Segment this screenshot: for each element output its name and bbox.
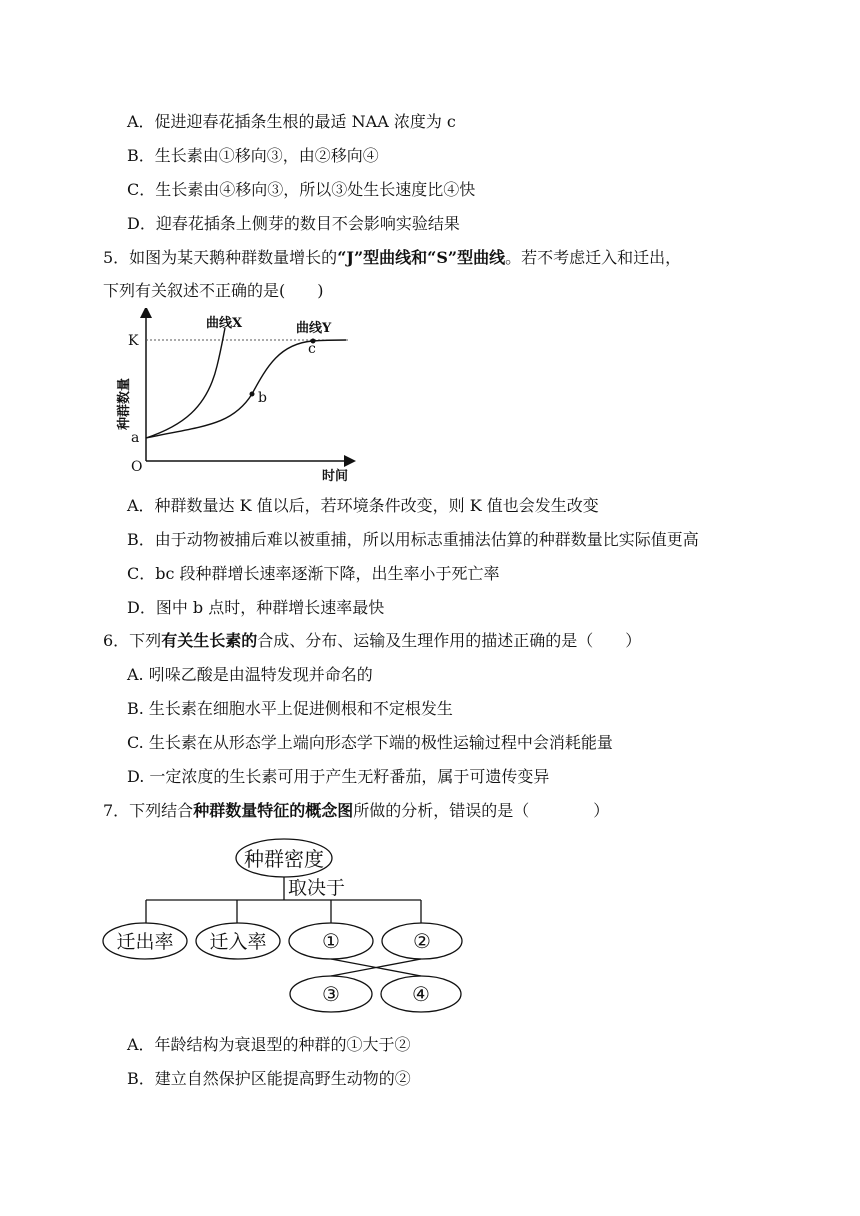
q6-stem — [103, 631, 641, 651]
curve-x-label: 曲线X — [206, 316, 243, 331]
q6-stem-part1: 6．下列 — [103, 631, 162, 650]
q7-option-a: A．年龄结构为衰退型的种群的①大于② — [127, 1035, 411, 1054]
a-label: a — [131, 430, 140, 446]
q6-option-c: C. 生长素在从形态学上端向形态学下端的极性运输过程中会消耗能量 — [127, 733, 613, 752]
q5-stem — [103, 248, 681, 268]
q7-concept-diagram — [98, 836, 468, 1018]
q5-option-a: A．种群数量达 K 值以后，若环境条件改变，则 K 值也会发生改变 — [127, 496, 599, 515]
q5-option-d: D．图中 b 点时，种群增长速率最快 — [127, 598, 385, 617]
node-1-label: ① — [322, 929, 340, 953]
node-3-label: ③ — [322, 982, 340, 1006]
q4-option-c: C．生长素由④移向③，所以③处生长速度比④快 — [127, 180, 476, 199]
q6-option-a: A. 吲哚乙酸是由温特发现并命名的 — [127, 665, 373, 684]
node-2-label: ② — [413, 929, 431, 953]
q5-option-c: C．bc 段种群增长速率逐渐下降，出生率小于死亡率 — [127, 564, 500, 583]
q4-option-a: A．促进迎春花插条生根的最适 NAA 浓度为 c — [127, 112, 456, 131]
curve-x — [146, 328, 225, 438]
q5-stem-part2: 。若不考虑迁入和迁出， — [505, 248, 682, 267]
y-axis-label: 种群数量 — [117, 377, 132, 431]
curve-y-label: 曲线Y — [296, 321, 332, 336]
q5-stem-bold: “J”型曲线和“S”型曲线 — [337, 248, 506, 267]
q7-stem-part2: 所做的分析，错误的是（ ） — [353, 801, 610, 820]
b-label: b — [258, 390, 267, 406]
q6-option-b: B. 生长素在细胞水平上促进侧根和不定根发生 — [127, 699, 453, 718]
q6-stem-bold: 有关生长素的 — [161, 631, 258, 650]
q7-stem-bold: 种群数量特征的概念图 — [193, 801, 354, 820]
q5-stem-line2: 下列有关叙述不正确的是( ) — [103, 281, 324, 300]
node-4-label: ④ — [412, 982, 430, 1006]
point-b — [250, 392, 255, 397]
q5-population-graph — [112, 308, 362, 488]
q7-stem-part1: 7．下列结合 — [103, 801, 194, 820]
node-population-density-label: 种群密度 — [244, 847, 324, 871]
q6-option-d: D. 一定浓度的生长素可用于产生无籽番茄，属于可遗传变异 — [127, 767, 550, 786]
q7-option-b: B．建立自然保护区能提高野生动物的② — [127, 1069, 411, 1088]
q7-stem — [103, 801, 609, 821]
c-label: c — [308, 341, 316, 357]
q6-stem-part2: 合成、分布、运输及生理作用的描述正确的是（ ） — [257, 631, 642, 650]
q5-stem-part1: 5．如图为某天鹅种群数量增长的 — [103, 248, 338, 267]
q4-option-d: D．迎春花插条上侧芽的数目不会影响实验结果 — [127, 214, 460, 233]
q4-option-b: B．生长素由①移向③，由②移向④ — [127, 146, 379, 165]
curve-y — [146, 340, 346, 438]
node-emigration-label: 迁出率 — [116, 931, 174, 953]
link-label: 取决于 — [288, 877, 346, 899]
node-immigration-label: 迁入率 — [209, 931, 267, 953]
k-label: K — [128, 333, 139, 349]
q5-option-b: B．由于动物被捕后难以被重捕，所以用标志重捕法估算的种群数量比实际值更高 — [127, 530, 699, 549]
origin-label: O — [131, 459, 143, 475]
x-axis-label: 时间 — [322, 469, 349, 484]
